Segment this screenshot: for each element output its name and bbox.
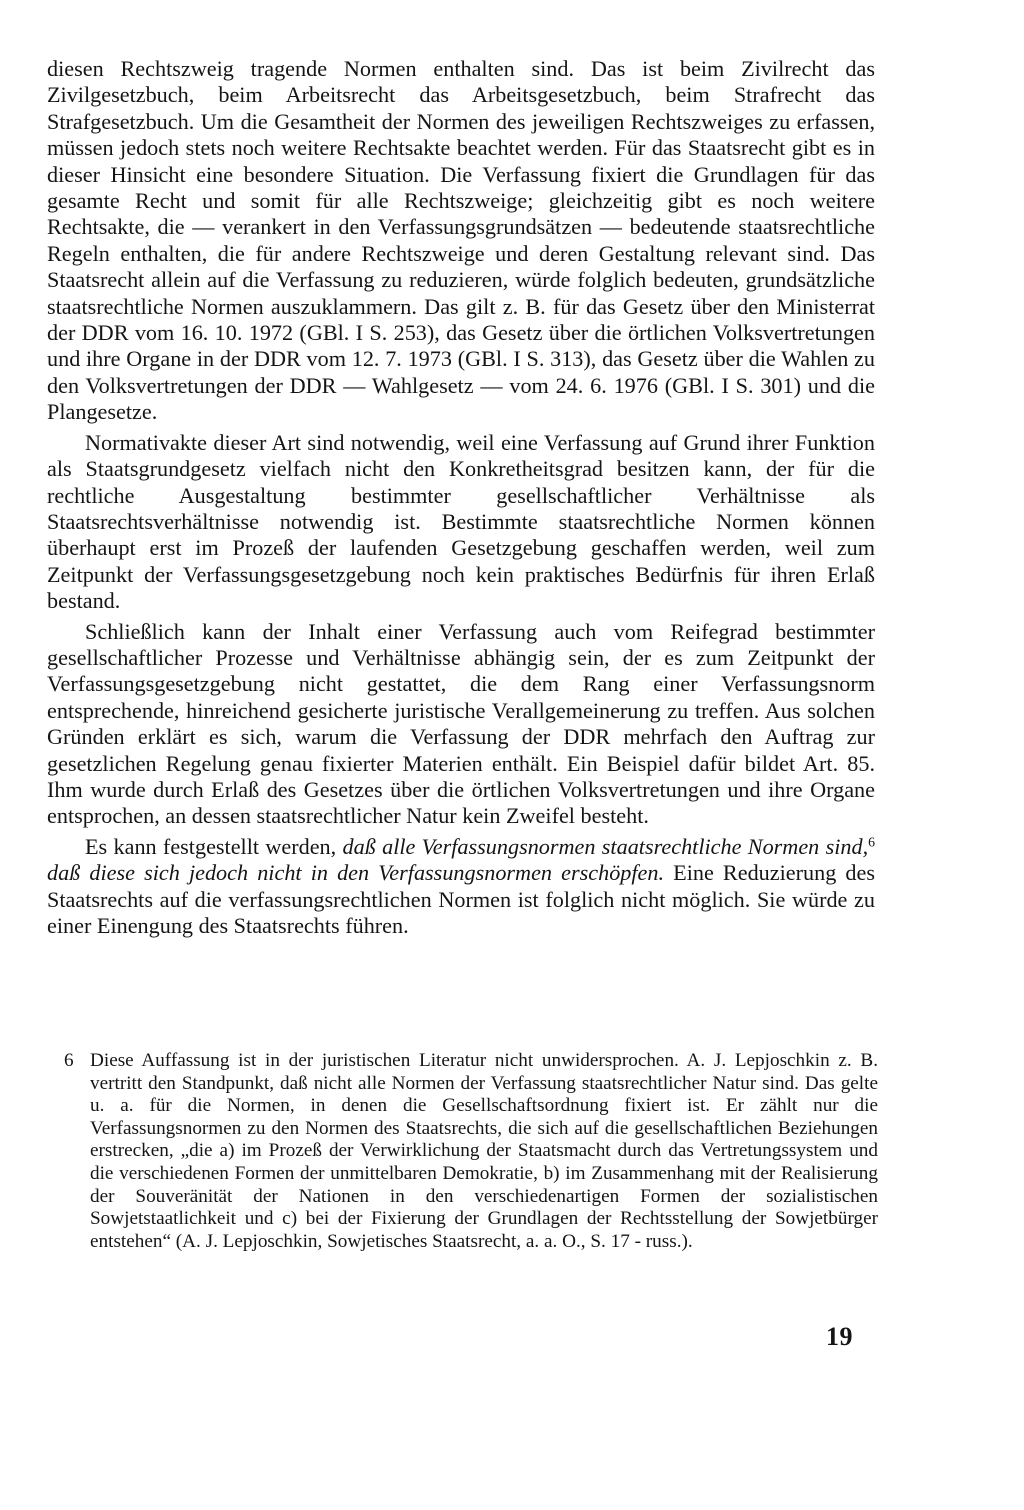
paragraph [47, 430, 875, 615]
paragraph [47, 56, 875, 426]
paragraph [47, 619, 875, 830]
footnote-reference: 6 [868, 834, 875, 850]
page-number: 19 [826, 1322, 853, 1351]
footnote [64, 1050, 878, 1253]
paragraph-text: Es kann festgestellt werden, [85, 833, 343, 859]
footnote-text: Diese Auffassung ist in der juristischen Literatur nicht unwidersprochen. A. J. Lepjoschkin z. B. vertritt den Standpunkt, daß nicht alle Normen der Verfassung staatsrechtlicher Natur sind. Das gelte u. a. für die Normen, in denen die Gesellschaftsordnung fixiert ist. Er zählt nur die Verfassungsnormen zu den Normen des Staatsrechts, die sich auf die gesellschaftlichen Beziehungen erstrecken, „die a) im Prozeß der Verwirklichung der Staatsmacht durch das Vertretungssystem und die verschiedenen Formen der unmittelbaren Demokratie, b) im Zusammenhang mit der Realisierung der Souveränität der Nationen in den verschiedenartigen Formen der sozialistischen Sowjetstaatlichkeit und c) bei der Fixierung der Grundlagen der Rechtsstellung der Sowjetbürger entstehen“ (A. J. Lepjoschkin, Sowjetisches Staatsrecht, a. a. O., S. 17 - russ.). [90, 1050, 878, 1252]
emphasized-text: daß diese sich jedoch nicht in den Verfassungsnormen erschöpfen. [47, 860, 665, 886]
footnote-number: 6 [64, 1050, 74, 1071]
body-text [47, 56, 875, 939]
paragraph-text: Eine Reduzierung des Staatsrechts auf die verfassungsrechtlichen Normen ist folglich nicht möglich. Sie würde zu einer Einengung des Staatsrechts führen. [47, 860, 875, 938]
emphasized-text: daß alle Verfassungsnormen staatsrechtliche Normen sind, [342, 833, 869, 859]
paragraph-text: Normativakte dieser Art sind notwendig, weil eine Verfassung auf Grund ihrer Funktion als Staatsgrundgesetz vielfach nicht den Konkretheitsgrad besitzen kann, der für die rechtliche Ausgestaltung bestimmter gesellschaftlicher Verhältnisse als Staatsrechtsverhältnisse notwendig ist. Bestimmte staatsrechtliche Normen können überhaupt erst im Prozeß der laufenden Gesetzgebung geschaffen werden, weil zum Zeitpunkt der Verfassungsgesetzgebung noch kein praktisches Bedürfnis für ihren Erlaß bestand. [47, 429, 875, 614]
paragraph-text: Schließlich kann der Inhalt einer Verfassung auch vom Reifegrad bestimmter gesellschaftlicher Prozesse und Verhältnisse abhängig sein, der es zum Zeitpunkt der Verfassungsgesetzgebung nicht gestattet, die dem Rang einer Verfassungsnorm entsprechende, hinreichend gesicherte juristische Verallgemeinerung zu treffen. Aus solchen Gründen erklärt es sich, warum die Verfassung der DDR mehrfach den Auftrag zur gesetzlichen Regelung genau fixierter Materien enthält. Ein Beispiel dafür bildet Art. 85. Ihm wurde durch Erlaß des Gesetzes über die örtlichen Volksvertretungen und ihre Organe entsprochen, an dessen staatsrechtlicher Natur kein Zweifel besteht. [47, 618, 875, 829]
paragraph [47, 834, 875, 940]
paragraph-text: diesen Rechtszweig tragende Normen enthalten sind. Das ist beim Zivilrecht das Zivilgesetzbuch, beim Arbeitsrecht das Arbeitsgesetzbuch, beim Strafrecht das Strafgesetzbuch. Um die Gesamtheit der Normen des jeweiligen Rechtszweiges zu erfassen, müssen jedoch stets noch weitere Rechtsakte beachtet werden. Für das Staatsrecht gibt es in dieser Hinsicht eine besondere Situation. Die Verfassung fixiert die Grundlagen für das gesamte Recht und somit für alle Rechtszweige; gleichzeitig gibt es noch weitere Rechtsakte, die — verankert in den Verfassungsgrundsätzen — bedeutende staatsrechtliche Regeln enthalten, die für andere Rechtszweige und deren Gestaltung relevant sind. Das Staatsrecht allein auf die Verfassung zu reduzieren, würde folglich bedeuten, grundsätzliche staatsrechtliche Normen auszuklammern. Das gilt z. B. für das Gesetz über den Ministerrat der DDR vom 16. 10. 1972 (GBl. I S. 253), das Gesetz über die örtlichen Volksvertretungen und ihre Organe in der DDR vom 12. 7. 1973 (GBl. I S. 313), das Gesetz über die Wahlen zu den Volksvertretungen der DDR — Wahlgesetz — vom 24. 6. 1976 (GBl. I S. 301) und die Plangesetze. [47, 56, 875, 425]
